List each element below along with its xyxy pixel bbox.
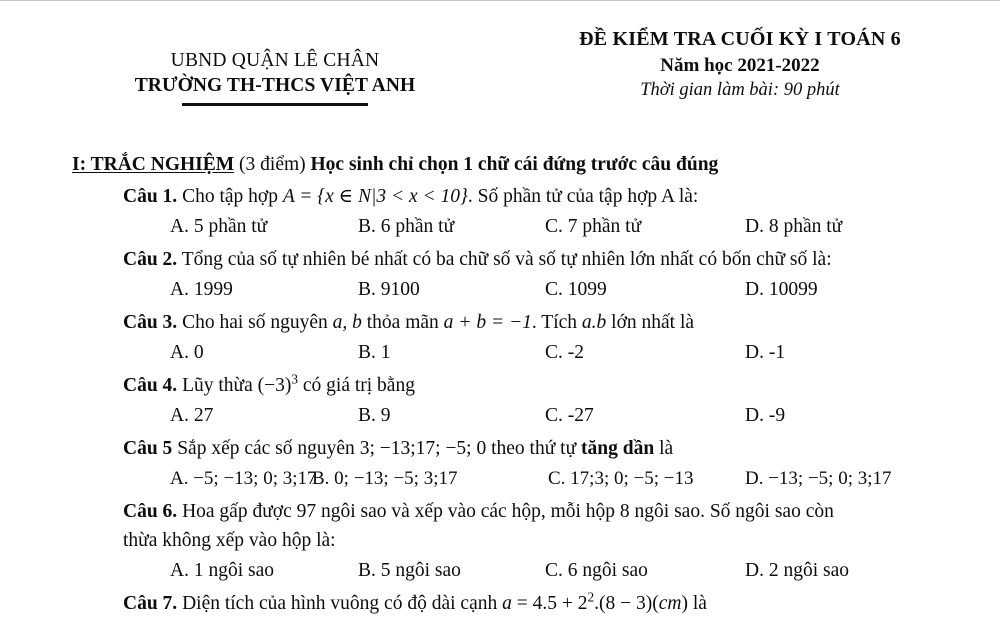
question-1-label: Câu 1. — [123, 186, 178, 207]
section-label: I: TRẮC NGHIỆM — [72, 154, 235, 175]
question-2-text — [123, 245, 952, 274]
question-6-option-b[interactable]: B. 5 ngôi sao — [358, 560, 461, 581]
question-2-label: Câu 2. — [123, 249, 178, 270]
question-5 — [0, 434, 1000, 493]
question-3 — [0, 308, 1000, 367]
question-5-text — [123, 434, 952, 463]
question-3-option-a[interactable]: A. 0 — [170, 342, 204, 363]
header-school-block — [60, 48, 490, 106]
question-6-label: Câu 6. — [123, 501, 178, 522]
question-6-option-c[interactable]: C. 6 ngôi sao — [545, 560, 648, 581]
question-1 — [0, 182, 1000, 241]
question-6-text-line2: thừa không xếp vào hộp là: — [123, 530, 336, 551]
question-2-option-d[interactable]: D. 10099 — [745, 279, 818, 300]
question-1-math: A = {x ∈ N|3 < x < 10} — [282, 186, 468, 207]
question-3-prefix: Cho hai số nguyên — [177, 312, 333, 333]
section-instruction: Học sinh chỉ chọn 1 chữ cái đứng trước câu đúng — [310, 154, 719, 175]
question-1-suffix: . Số phần tử của tập hợp A là: — [467, 186, 699, 207]
exam-duration: Thời gian làm bài: 90 phút — [640, 80, 840, 100]
question-6-option-d[interactable]: D. 2 ngôi sao — [745, 560, 849, 581]
question-7-unit: cm — [658, 593, 682, 614]
question-4-label: Câu 4. — [123, 375, 178, 396]
section-heading-multiple-choice — [72, 152, 1000, 178]
question-3-option-d[interactable]: D. -1 — [745, 342, 786, 363]
question-4-option-d[interactable]: D. -9 — [745, 405, 786, 426]
question-1-options — [0, 212, 1000, 241]
school-year: Năm học 2021-2022 — [660, 55, 820, 76]
question-5-numbers: 3; −13;17; −5; 0 — [359, 438, 487, 459]
question-7-equation-end: .(8 − 3)( — [594, 593, 659, 614]
question-2-option-c[interactable]: C. 1099 — [545, 279, 607, 300]
question-3-option-c[interactable]: C. -2 — [545, 342, 584, 363]
section-points: (3 điểm) — [234, 154, 311, 175]
question-5-end: là — [654, 438, 674, 459]
question-3-equation: a + b = −1 — [443, 312, 532, 333]
school-underline-rule — [182, 103, 368, 106]
question-1-option-b[interactable]: B. 6 phần tử — [358, 216, 455, 237]
question-3-variables: a, b — [332, 312, 362, 333]
school-name: TRƯỜNG TH-THCS VIỆT ANH — [134, 75, 416, 96]
question-4-suffix: có giá trị bằng — [298, 375, 415, 396]
question-2-option-a[interactable]: A. 1999 — [170, 279, 233, 300]
question-3-end: lớn nhất là — [606, 312, 695, 333]
question-2-option-b[interactable]: B. 9100 — [358, 279, 420, 300]
question-6-body: Hoa gấp được 97 ngôi sao và xếp vào các hộp, mỗi hộp 8 ngôi sao. Số ngôi sao còn — [177, 501, 834, 522]
question-3-after: . Tích — [531, 312, 582, 333]
question-5-label: Câu 5 — [123, 438, 173, 459]
question-4-option-c[interactable]: C. -27 — [545, 405, 594, 426]
question-4 — [0, 371, 1000, 430]
question-5-option-a[interactable]: A. −5; −13; 0; 3;17 — [170, 468, 317, 489]
question-4-text — [123, 371, 952, 400]
question-3-mid: thỏa mãn — [361, 312, 444, 333]
question-1-option-a[interactable]: A. 5 phần tử — [170, 216, 268, 237]
question-4-prefix: Lũy thừa — [177, 375, 258, 396]
question-5-mid: theo thứ tự — [486, 438, 582, 459]
question-4-exponent: 3 — [291, 371, 298, 387]
question-3-text — [123, 308, 952, 337]
question-5-prefix: Sắp xếp các số nguyên — [172, 438, 360, 459]
question-5-option-b[interactable]: B. 0; −13; −5; 3;17 — [312, 468, 458, 489]
question-1-text — [123, 182, 952, 211]
question-3-product: a.b — [581, 312, 607, 333]
question-6 — [0, 497, 1000, 585]
header-exam-block — [500, 26, 980, 103]
question-7-variable: a — [502, 593, 512, 614]
question-2 — [0, 245, 1000, 304]
question-2-body: Tổng của số tự nhiên bé nhất có ba chữ số và số tự nhiên lớn nhất có bốn chữ số là: — [177, 249, 832, 270]
question-6-text — [123, 497, 952, 526]
question-7-end: ) là — [681, 593, 707, 614]
question-6-options — [0, 556, 1000, 585]
question-5-emphasis: tăng dần — [581, 438, 655, 459]
document-header — [0, 26, 1000, 118]
question-4-option-a[interactable]: A. 27 — [170, 405, 214, 426]
question-4-options — [0, 401, 1000, 430]
issuing-authority: UBND QUẬN LÊ CHÂN — [170, 50, 380, 71]
question-7-exponent: 2 — [587, 589, 595, 605]
question-2-options — [0, 275, 1000, 304]
exam-content — [0, 152, 1000, 618]
question-5-options — [0, 464, 1000, 493]
question-6-option-a[interactable]: A. 1 ngôi sao — [170, 560, 274, 581]
question-7-equation-start: = 4.5 + 2 — [511, 593, 588, 614]
question-4-option-b[interactable]: B. 9 — [358, 405, 391, 426]
question-3-options — [0, 338, 1000, 367]
question-1-option-c[interactable]: C. 7 phần tử — [545, 216, 642, 237]
question-4-base: (−3) — [257, 375, 292, 396]
question-3-label: Câu 3. — [123, 312, 178, 333]
question-1-prefix: Cho tập hợp — [177, 186, 283, 207]
exam-title: ĐỀ KIỂM TRA CUỐI KỲ I TOÁN 6 — [579, 28, 901, 50]
question-7-label: Câu 7. — [123, 593, 178, 614]
question-1-option-d[interactable]: D. 8 phần tử — [745, 216, 843, 237]
question-5-option-c[interactable]: C. 17;3; 0; −5; −13 — [548, 468, 694, 489]
question-7-prefix: Diện tích của hình vuông có độ dài cạnh — [177, 593, 503, 614]
question-5-option-d[interactable]: D. −13; −5; 0; 3;17 — [745, 468, 892, 489]
question-3-option-b[interactable]: B. 1 — [358, 342, 391, 363]
